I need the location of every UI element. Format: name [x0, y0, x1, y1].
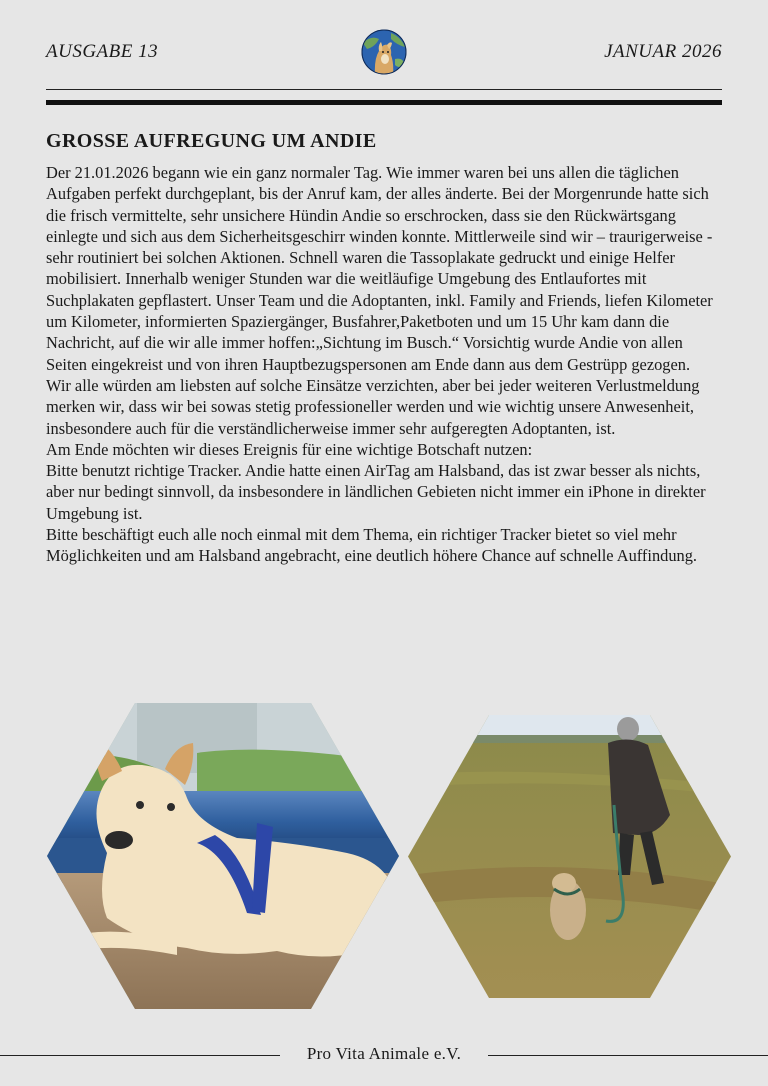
article-body	[46, 162, 726, 567]
person-walking-dog-on-field-photo	[408, 715, 731, 998]
header-date: JANUAR 2026	[604, 41, 722, 62]
article-paragraph: Bitte benutzt richtige Tracker. Andie hatte einen AirTag am Halsband, das ist zwar besser als nichts, aber nur bedingt sinnvoll, da insbesondere in ländlichen Gebieten nicht immer ein iPhone in direkter Umgebung ist.	[46, 461, 706, 523]
header-rule-thin	[46, 89, 722, 90]
header-issue: AUSGABE 13	[46, 41, 159, 62]
footer-org-name: Pro Vita Animale e.V.	[306, 1044, 462, 1063]
article-paragraph: Am Ende möchten wir dieses Ereignis für eine wichtige Botschaft nutzen:	[46, 439, 533, 459]
article-paragraph: Bitte beschäftigt euch alle noch einmal mit dem Thema, ein richtiger Tracker bietet so viel mehr Möglichkeiten und am Halsband angebracht, eine deutlich höhere Chance auf schnelle Auffindung.	[46, 525, 698, 566]
globe-dog-logo-icon	[361, 29, 407, 75]
dog-in-blue-harness-photo	[47, 703, 399, 1009]
article-title: GROSSE AUFREGUNG UM ANDIE	[46, 130, 377, 152]
article-paragraph: Der 21.01.2026 begann wie ein ganz normaler Tag. Wie immer waren bei uns allen die täglichen Aufgaben perfekt durchgeplant, bis der Anruf kam, der alles änderte. Bei der Morgenrunde hatte sich die frisch vermittelte, sehr unsichere Hündin Andie so erschrocken, dass sie den Rückwärtsgang einlegte und sich aus dem Sicherheitsgeschirr winden konnte. Mittlerweile sind wir – traurigerweise - sehr routiniert bei solchen Aktionen. Schnell waren die Tassoplakate gedruckt und einige Helfer mobilisiert. Innerhalb weniger Stunden war die weitläufige Umgebung des Entlaufortes mit Suchplakaten gepflastert. Unser Team und die Adoptanten, inkl. Family and Friends, liefen Kilometer um Kilometer, informierten Spaziergänger, Busfahrer,Paketboten und um 15 Uhr kam dann die Nachricht, auf die wir alle immer hoffen:„Sichtung im Busch.“ Vorsichtig wurde Andie von allen Seiten eingekreist und von ihren Hauptbezugspersonen am Ende dann aus dem Gestrüpp gezogen.	[46, 163, 713, 374]
footer-rule-right	[488, 1055, 768, 1056]
header-rule-thick	[46, 100, 722, 105]
article-paragraph: Wir alle würden am liebsten auf solche Einsätze verzichten, aber bei jeder weiteren Verlustmeldung merken wir, dass wir bei sowas stetig professioneller werden und wie wichtig unsere Anwesenheit, insbesondere auch für die verständlicherweise immer sehr aufgeregten Adoptanten, ist.	[46, 375, 700, 438]
